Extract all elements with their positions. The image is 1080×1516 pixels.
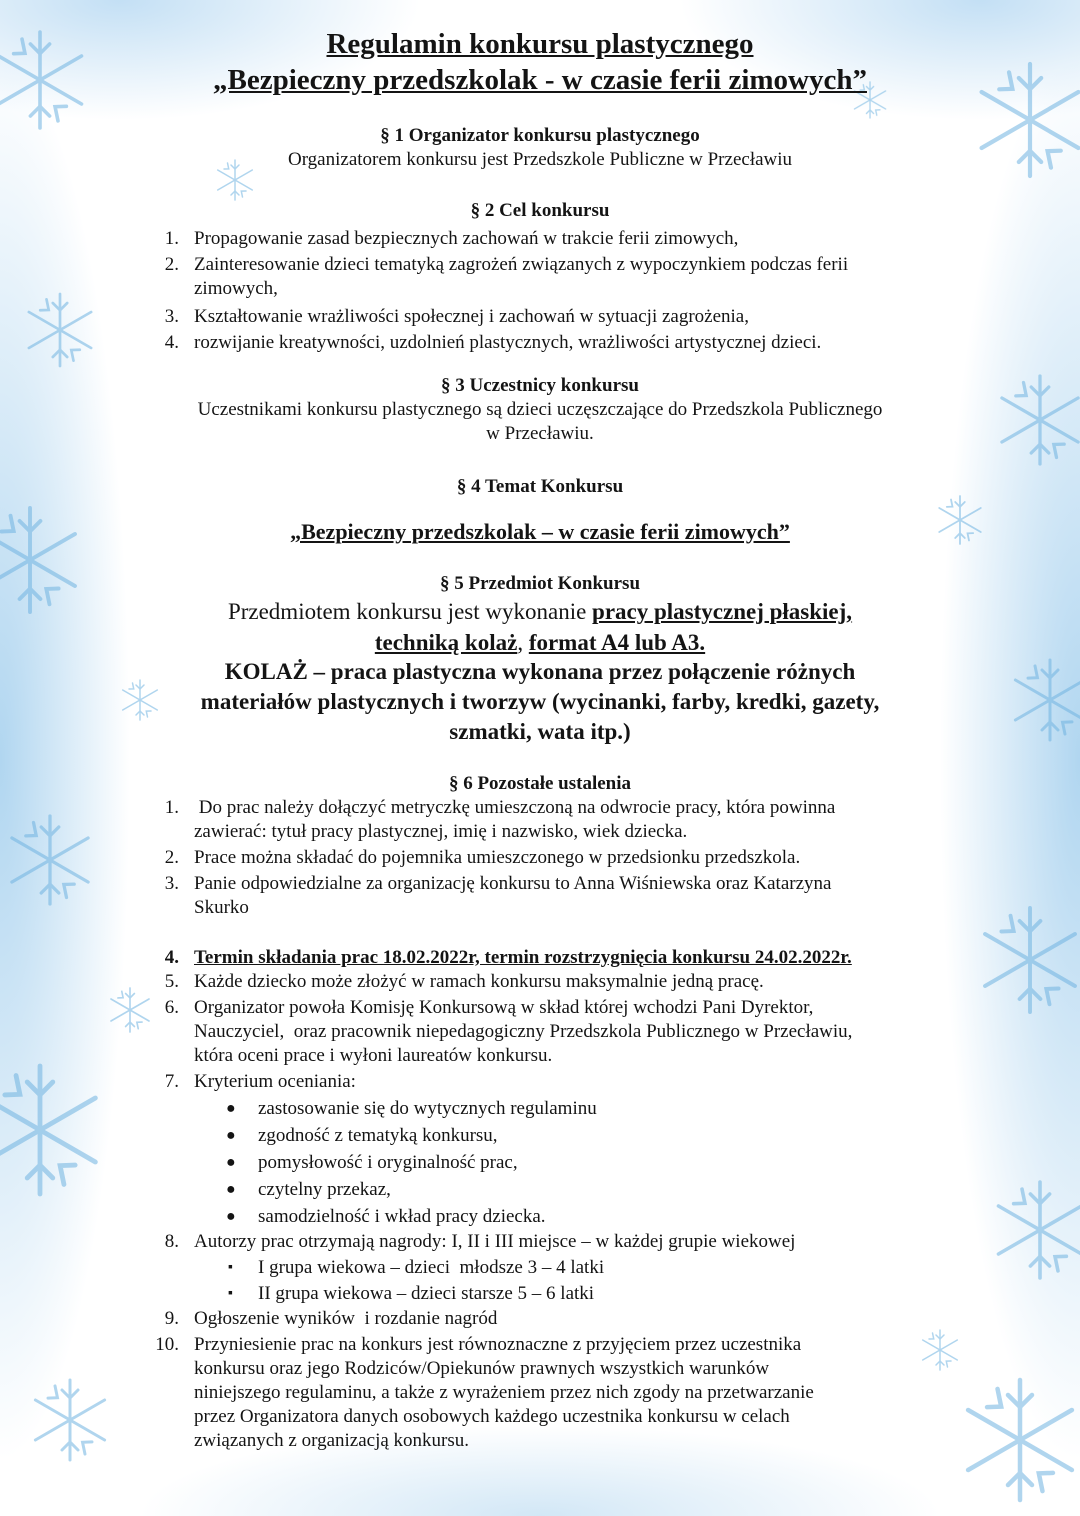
rule-item-continued: niniejszego regulaminu, a także z wyrażeniem przez nich zgody na przetwarzanie	[194, 1382, 814, 1403]
rule-item: Organizator powoła Komisję Konkursową w skład której wchodzi Pani Dyrektor,	[194, 997, 814, 1018]
goal-item: Kształtowanie wrażliwości społecznej i zachowań w sytuacji zagrożenia,	[194, 306, 749, 327]
criterion-item: zgodność z tematyką konkursu,	[258, 1125, 498, 1146]
rule-item: Przyniesienie prac na konkurs jest równoznaczne z przyjęciem przez uczestnika	[194, 1334, 802, 1355]
criterion-item: samodzielność i wkład pracy dziecka.	[258, 1206, 546, 1227]
list-number: 2.	[164, 847, 179, 868]
square-bullet-icon: ▪	[228, 1260, 233, 1275]
rule-item-continued: zawierać: tytuł pracy plastycznej, imię i nazwisko, wiek dziecka.	[194, 821, 688, 842]
rule-item: Kryterium oceniania:	[194, 1071, 356, 1092]
list-number: 1.	[164, 228, 179, 249]
section-1-text: Organizatorem konkursu jest Przedszkole Publiczne w Przecławiu	[287, 149, 793, 170]
rule-item: Każde dziecko może złożyć w ramach konkursu maksymalnie jedną pracę.	[194, 971, 764, 992]
bullet-icon: ●	[226, 1154, 236, 1171]
format-emphasis: format A4 lub A3.	[528, 630, 706, 655]
goal-item: rozwijanie kreatywności, uzdolnień plastycznych, wrażliwości artystycznej dzieci.	[194, 332, 822, 353]
section-2-heading: § 2 Cel konkursu	[470, 200, 610, 221]
section-1-heading: § 1 Organizator konkursu plastycznego	[380, 125, 700, 146]
rule-item-continued: związanych z organizacją konkursu.	[194, 1430, 470, 1451]
collage-definition-line2: materiałów plastycznych i tworzyw (wycinanki, farby, kredki, gazety,	[200, 689, 880, 714]
document-title-line1: Regulamin konkursu plastycznego	[326, 28, 754, 60]
rule-item-continued: Nauczyciel, oraz pracownik niepedagogiczny Przedszkola Publicznego w Przecławiu,	[194, 1021, 853, 1042]
criterion-item: zastosowanie się do wytycznych regulaminu	[258, 1098, 597, 1119]
goal-item-continued: zimowych,	[194, 278, 278, 299]
list-number: 8.	[164, 1231, 179, 1252]
rule-item: Ogłoszenie wyników i rozdanie nagród	[194, 1308, 498, 1329]
list-number: 3.	[164, 873, 179, 894]
square-bullet-icon: ▪	[228, 1286, 233, 1301]
rule-item: Autorzy prac otrzymają nagrody: I, II i III miejsce – w każdej grupie wiekowej	[194, 1231, 796, 1252]
list-number: 4.	[164, 947, 179, 968]
collage-definition-line1: KOLAŻ – praca plastyczna wykonana przez połączenie różnych	[224, 659, 856, 684]
section-4-heading: § 4 Temat Konkursu	[456, 476, 624, 497]
list-number: 1.	[164, 797, 179, 818]
contest-theme: „Bezpieczny przedszkolak – w czasie ferii zimowych”	[290, 519, 790, 544]
collage-definition-line3: szmatki, wata itp.)	[449, 719, 631, 744]
section-3-heading: § 3 Uczestnicy konkursu	[441, 375, 639, 396]
bullet-icon: ●	[226, 1100, 236, 1117]
technique-emphasis: techniką kolaż	[374, 630, 518, 655]
list-number: 4.	[164, 332, 179, 353]
list-number: 2.	[164, 254, 179, 275]
rule-item-continued: Skurko	[194, 897, 249, 918]
subject-text: Przedmiotem konkursu jest wykonanie	[227, 599, 593, 624]
document-title-line2: „Bezpieczny przedszkolak - w czasie ferii zimowych”	[213, 64, 867, 96]
bullet-icon: ●	[226, 1208, 236, 1225]
rule-item: Panie odpowiedzialne za organizację konkursu to Anna Wiśniewska oraz Katarzyna	[194, 873, 832, 894]
section-5-subject-line2	[0, 627, 1080, 658]
list-number: 10.	[155, 1334, 179, 1355]
section-3-text-line2: w Przecławiu.	[486, 423, 594, 444]
rule-item: Prace można składać do pojemnika umieszczonego w przedsionku przedszkola.	[194, 847, 801, 868]
subject-emphasis: pracy plastycznej płaskiej,	[592, 599, 853, 624]
rule-item-continued: która oceni prace i wyłoni laureatów konkursu.	[194, 1045, 553, 1066]
section-5-heading: § 5 Przedmiot Konkursu	[439, 573, 641, 594]
list-number: 6.	[164, 997, 179, 1018]
list-number: 9.	[164, 1308, 179, 1329]
list-number: 3.	[164, 306, 179, 327]
goal-item: Propagowanie zasad bezpiecznych zachowań w trakcie ferii zimowych,	[194, 228, 739, 249]
rule-item-continued: przez Organizatora danych osobowych każdego uczestnika konkursu w celach	[194, 1406, 790, 1427]
goal-item: Zainteresowanie dzieci tematyką zagrożeń związanych z wypoczynkiem podczas ferii	[194, 254, 849, 275]
criterion-item: czytelny przekaz,	[258, 1179, 391, 1200]
separator-text: ,	[517, 630, 529, 655]
section-5-subject-line1	[0, 596, 1080, 627]
list-number: 7.	[164, 1071, 179, 1092]
list-number: 5.	[164, 971, 179, 992]
age-group-item: II grupa wiekowa – dzieci starsze 5 – 6 latki	[258, 1283, 595, 1304]
bullet-icon: ●	[226, 1181, 236, 1198]
section-3-text-line1: Uczestnikami konkursu plastycznego są dzieci uczęszczające do Przedszkola Publicznego	[197, 399, 883, 420]
rule-item-continued: konkursu oraz jego Rodziców/Opiekunów prawnych wszystkich warunków	[194, 1358, 770, 1379]
age-group-item: I grupa wiekowa – dzieci młodsze 3 – 4 latki	[258, 1257, 605, 1278]
bullet-icon: ●	[226, 1127, 236, 1144]
rule-item: Do prac należy dołączyć metryczkę umieszczoną na odwrocie pracy, która powinna	[194, 797, 836, 818]
deadline-item: Termin składania prac 18.02.2022r, termin rozstrzygnięcia konkursu 24.02.2022r.	[194, 947, 852, 968]
criterion-item: pomysłowość i oryginalność prac,	[258, 1152, 518, 1173]
section-6-heading: § 6 Pozostałe ustalenia	[448, 773, 632, 794]
